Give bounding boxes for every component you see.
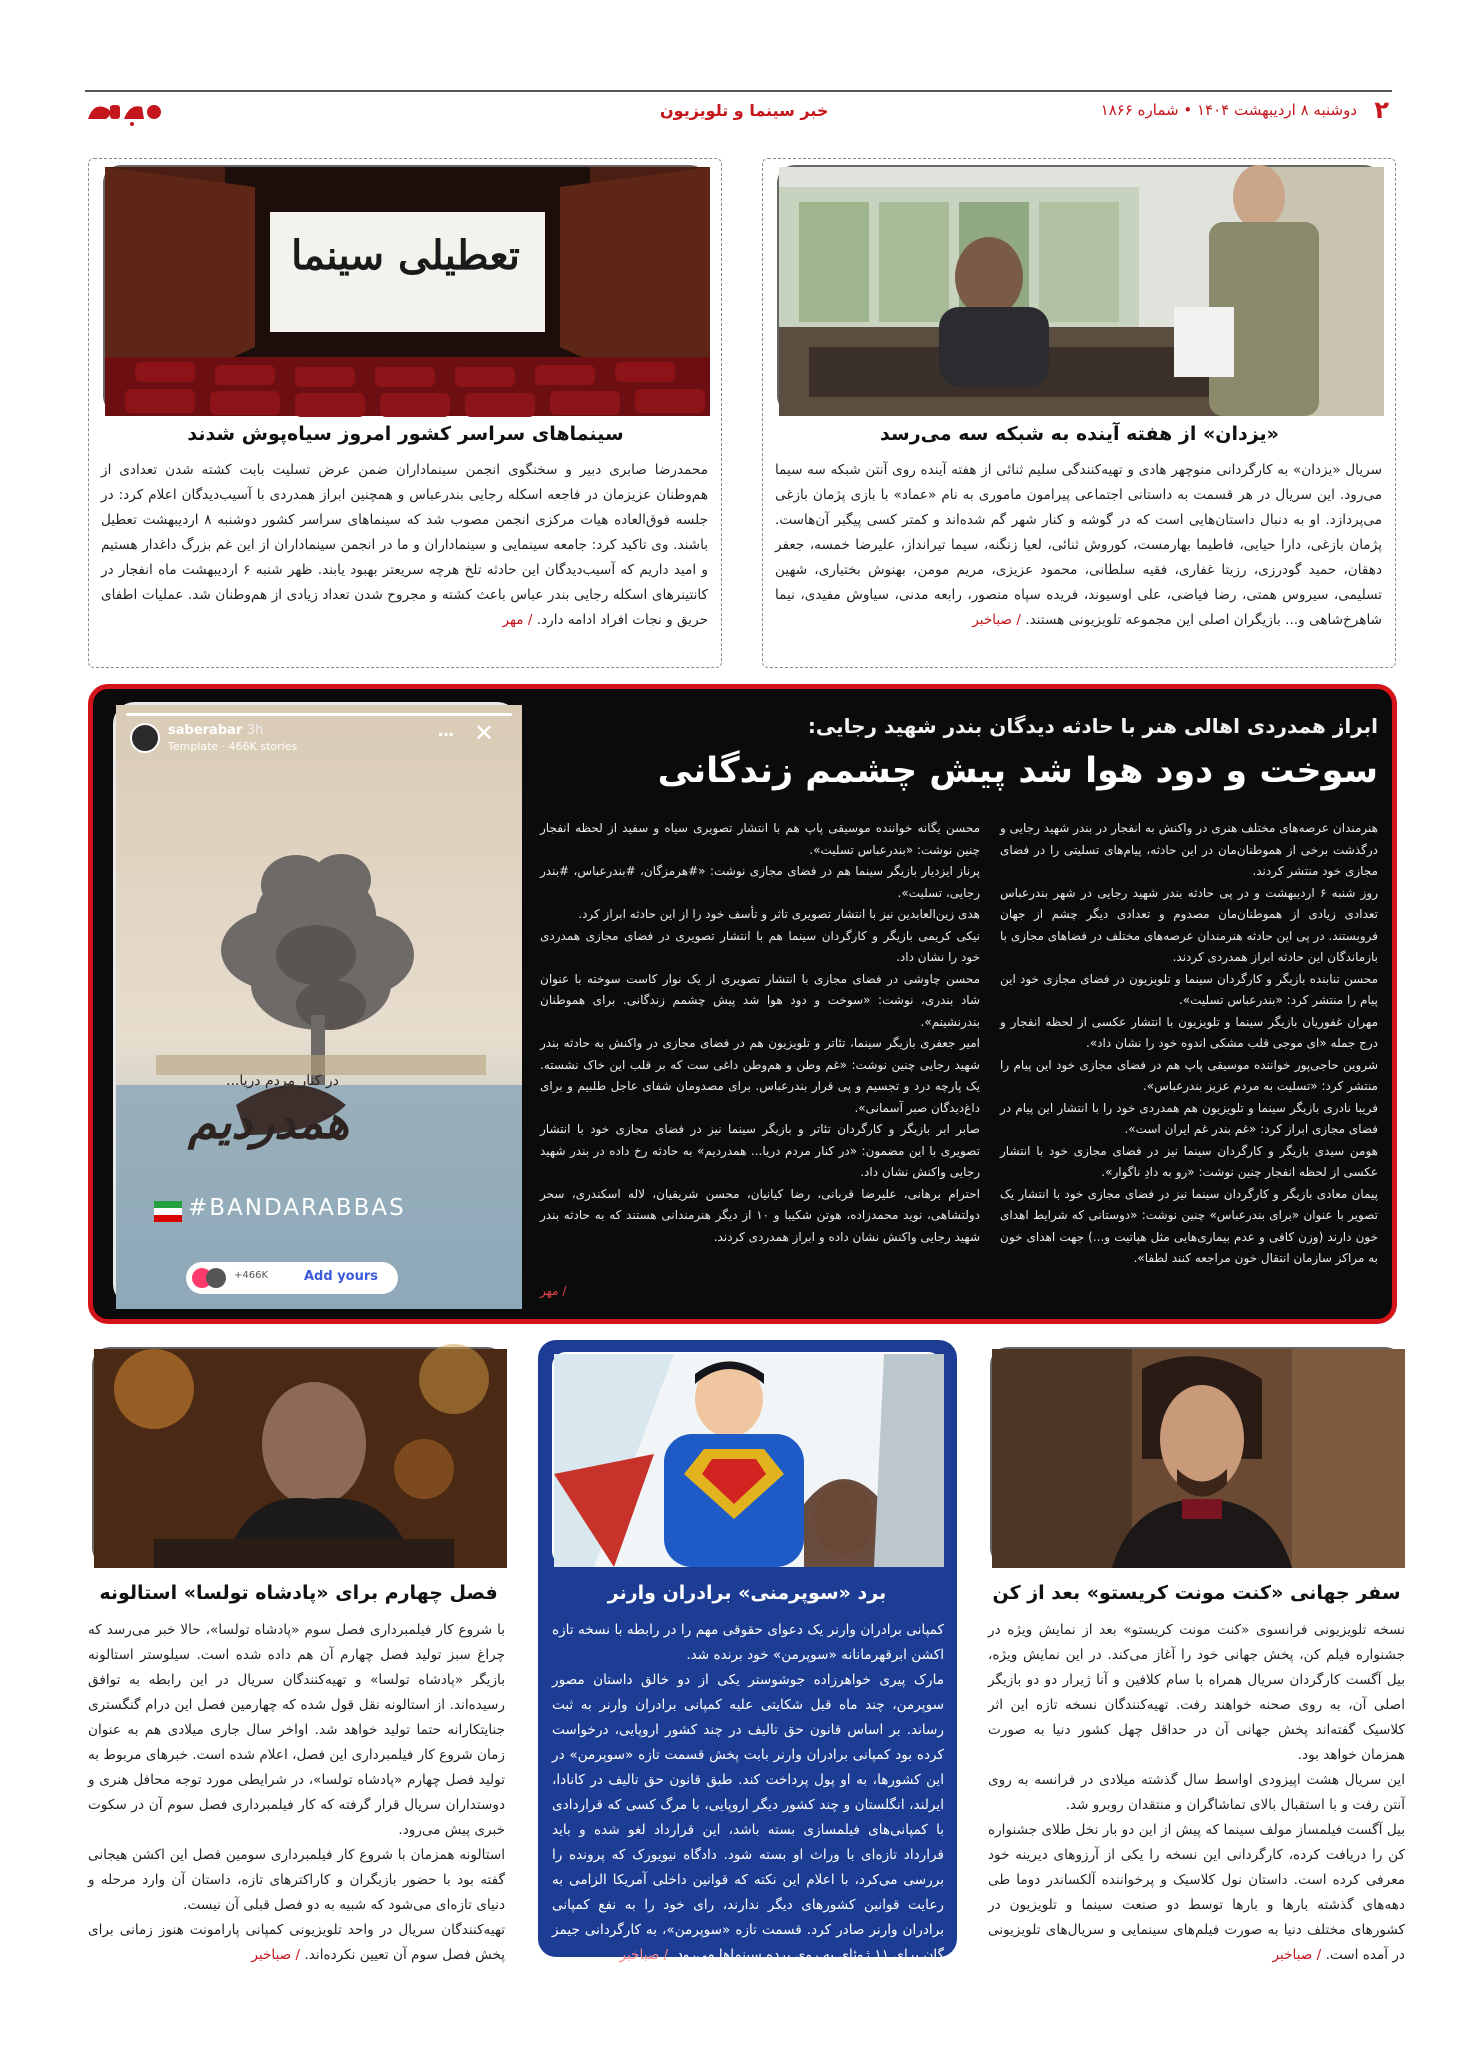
yazdan-photo bbox=[777, 165, 1382, 414]
story-hashtag: #BANDARABBAS bbox=[188, 1195, 406, 1221]
feature-column-left: محسن یگانه خواننده موسیقی پاپ هم با انتشار تصویری سیاه و سفید از لحظه انفجار چنین نوشت: «بندرعباس تسلیت». پرناز ایزدیار بازیگر سینما هم در فضای مجازی نوشت: «#هرمزگان، #بندرعباس، #بندر رجایی، تسلیت». هدی زین‌العابدین نیز با انتشار تصویری تاثر و تأسف خود را از این حادثه ابراز کرد. نیکی کریمی بازیگر و کارگردان سینما هم با انتشار تصویری در فضای مجازی همدردی خود را نشان داد. محسن چاوشی در فضای مجازی با انتشار تصویری از یک نوار کاست سوخته با عنوان شاد بندری، نوشت: «سوخت و دود هوا شد پیش چشمم زندگانی. برای هموطنان بندرنشینم». امیر جعفری بازیگر سینما، تئاتر و تلویزیون هم در فضای مجازی در واکنش به حادثه بندر شهید رجایی چنین نوشت: «غم وطن و هم‌وطن داغی ست که بر قلب این خاک نشسته. یک پارچه درد و تجسیم و پی قرار بندرعباس. برای مصدومان شفای عاجل طلبیم و برای داغ‌دیدگان صبر آسمانی». صابر ابر بازیگر و کارگردان تئاتر و بازیگر سینما نیز در فضای مجازی خود با انتشار تصویری با این مضمون: «در کنار مردم دریا... همدردیم» به حادثه رخ داده در بندر شهید رجایی واکنش نشان داد. احترام برهانی، علیرضا قربانی، رضا کیانیان، محسن شریفیان، لاله اسکندری، سحر دولتشاهی، نوید محمدزاده، هوتن شکیبا و ۱۰ از دیگر هنرمندانی هستند که به حادثه بندر شهید رجایی واکنش نشان داده و ابراز همدردی کردند. bbox=[540, 821, 980, 1244]
more-options-icon[interactable]: ⋯ bbox=[438, 725, 454, 744]
montecristo-headline: سفر جهانی «کنت مونت کریستو» بعد از کن bbox=[992, 1582, 1401, 1604]
story-image-line2: همدردیم bbox=[188, 1095, 350, 1149]
avatar[interactable] bbox=[130, 723, 160, 753]
feature-headline: سوخت و دود هوا شد پیش چشمم زندگانی bbox=[657, 751, 1378, 791]
story-template[interactable]: Template · 466K stories bbox=[168, 740, 298, 753]
yazdan-body: سریال «یزدان» به کارگردانی منوچهر هادی و تهیه‌کنندگی سلیم ثنائی از هفته آینده روی آنتن شبکه سه سیما می‌رود. این سریال در هر قسمت به داستانی اجتماعی پیرامون ماموری به نام «عماد» با بازی پژمان بازغی می‌پردازد. او به دنبال داستان‌هایی است که در گوشه و کنار شهر گم شده‌اند و کمتر کسی پیگیر آن‌هاست. پژمان بازغی، دارا حیایی، فاطیما بهارمست، کوروش ثنائی، لعیا زنگنه، سیما تیرانداز، علیرضا خمسه، جعفر دهقان، حمید گودرزی، رزیتا غفاری، فقیه سلطانی، محمود عزیزی، مریم مومن، بهنوش بختیاری، شهین تسلیمی، سیروس همتی، رضا فیاضی، علی اوسیوند، فریده سپاه منصور، رابعه مدنی، سیاوش مفیدی، نیما شاهرخ‌شاهی و... بازیگران اصلی این مجموعه تلویزیونی هستند. / صباخبر bbox=[775, 462, 1382, 628]
superman-body: کمپانی برادران وارنر یک دعوای حقوقی مهم را در رابطه با نسخه تازه اکشن ابرقهرمانانه «سوپرمن» خود برنده شد. مارک پیری خواهرزاده جوشوستر یکی از دو خالق داستان مصور سوپرمن، چند ماه قبل شکایتی علیه کمپانی برادران وارنر به ثبت رساند. بر اساس قانون حق تالیف در چند کشور اروپایی، درخواست کرده بود کمپانی برادران وارنر بابت پخش قسمت تازه «سوپرمن» در این کشورها، به او پول پرداخت کند. طبق قانون حق تالیف در کانادا، ایرلند، انگلستان و چند کشور دیگر اروپایی، با مرگ کسی که قراردادی با کمپانی‌های فیلمسازی بسته باشد، این قرارداد لغو شده و باید قرارداد تازه‌ای با وراث او بسته شود. دادگاه نیویورک که پرونده را بررسی می‌کرد، با اعلام این نکته که قوانین داخلی آمریکا الزامی به رعایت قوانین کشورهای دیگر ندارند، رای خود را به نفع کمپانی برادران وارنر صادر کرد. قسمت تازه «سوپرمن»، به کارگردانی جیمز گان برای ۱۱ ژوئای به روی پرده سینماها می‌رود. / صباخبر bbox=[552, 1622, 944, 1963]
cinema-headline: سینماهای سراسر کشور امروز سیاه‌پوش شدند bbox=[187, 423, 624, 445]
feature-source: / مهر bbox=[540, 1284, 567, 1298]
feature-column-right: هنرمندان عرصه‌های مختلف هنری در واکنش به انفجار در بندر شهید رجایی و درگذشت برخی از هموطنان‌مان در این حادثه، پیام‌های تسلیتی را در فضای مجازی خود منتشر کردند. روز شنبه ۶ اردیبهشت و در پی حادثه بندر شهید رجایی در شهر بندرعباس تعدادی زیادی از هموطنان‌مان مصدوم و تعدادی دیگر چشم از جهان فروبستند. در پی این حادثه هنرمندان عرصه‌های مختلف در فضاهای مجازی با بازماندگان این حادثه ابراز همدردی کردند. محسن تنابنده بازیگر و کارگردان سینما و تلویزیون در فضای مجازی خود این پیام را منتشر کرد: «بندرعباس تسلیت». مهران غفوریان بازیگر سینما و تلویزیون با انتشار عکسی از لحظه انفجار و درج جمله «ای موجی قلب مشکی اندوه خود را نشان داد». شروین حاجی‌پور خواننده موسیقی پاپ هم در فضای مجازی خود این پیام را منتشر کرد: «تسلیت به مردم عزیز بندرعباس». فریبا نادری بازیگر سینما و تلویزیون هم همدردی خود را با انتشار این پیام در فضای مجازی ابراز کرد: «غم بندر غم ایران است». هومن سیدی بازیگر و کارگردان سینما نیز در فضای مجازی خود با انتشار عکسی از لحظه انفجار چنین نوشت: «رو به دادِ ناگوار». پیمان معادی بازیگر و کارگردان سینما نیز در فضای مجازی خود با انتشار یک تصویر با عنوان «برای بندرعباس» چنین نوشت: «دوستانی که شرایط اهدای خون دارند (وزن کافی و عدم بیماری‌هایی مثل هپاتیت و...) جهت اهدای خون به مراکز سازمان انتقال خون مراجعه کنند لطفا». bbox=[1000, 821, 1379, 1265]
superman-photo bbox=[552, 1352, 942, 1565]
header-rule bbox=[85, 90, 1392, 92]
story-progress-bar bbox=[126, 713, 512, 716]
close-icon[interactable]: ✕ bbox=[474, 719, 495, 747]
cinema-body: محمدرضا صابری دبیر و سخنگوی انجمن سینماداران ضمن عرض تسلیت بابت کشته شدن تعدادی از هم‌وطنان عزیزمان در فاجعه اسکله رجایی بندرعباس و همچنین ابراز همدردی با آسیب‌دیدگان اعلام کرد: در جلسه فوق‌العاده هیات مرکزی انجمن مصوب شد که سینماهای سراسر کشور دوشنبه ۸ اردیبهشت تعطیل باشند. وی تاکید کرد: جامعه سینمایی و سینماداران و ما در انجمن سینماداران از این غم بزرگ داغدار هستیم و امید داریم که آسیب‌دیدگان این حادثه تلخ هرچه سریعتر بهبود یابند. ظهر شنبه ۶ اردیبهشت ماه انفجار در کانتینرهای اسکله رجایی بندر عباس باعث کشته و مجروح شدن تعداد زیادی از هم‌وطنان شد. عملیات اطفای حریق و نجات افراد ادامه دارد. / مهر bbox=[101, 462, 709, 628]
tulsa-photo bbox=[92, 1347, 505, 1566]
saba-logo bbox=[84, 97, 164, 127]
montecristo-body: نسخه تلویزیونی فرانسوی «کنت مونت کریستو» بعد از نمایش ویژه در جشنواره فیلم کن، پخش جهانی خود را آغاز می‌کند. در این نمایش ویژه، بیل آگست کارگردان سریال همراه با سام کلافین و آنا ژیرار دو دو بازیگر اصلی آن، به روی صحنه خواهند رفت. تهیه‌کنندگان نسخه تازه این اثر کلاسیک گفته‌اند پخش جهانی آن در حداقل چهل کشور دنیا به صورت همزمان خواهد بود. این سریال هشت اپیزودی اواسط سال گذشته میلادی در فرانسه به روی آنتن رفت و با استقبال بالای تماشاگران و منتقدان روبرو شد. بیل آگست فیلمساز مولف سینما که پیش از این دو بار نخل طلای جشنواره کن را دریافت کرده، کارگردانی این نسخه را یکی از آرزوهای دیرینه خود معرفی کرده است. داستان نول کلاسیک و پرخواننده آلکساندر دوما طی دهه‌های گذشته بارها و بارها توسط دو صنعت سینما و تلویزیون در کشورهای مختلف دنیا به صورت فیلم‌های سینمایی و سریال‌های تلویزیونی در آمده است. / صباخبر bbox=[988, 1622, 1405, 1963]
story-username[interactable]: saberabar 3h bbox=[168, 723, 264, 738]
cinema-screen-text: تعطیلی سینما bbox=[291, 232, 520, 279]
tulsa-body: با شروع کار فیلمبرداری فصل سوم «پادشاه تولسا»، حالا خبر می‌رسد که چراغ سبز تولید فصل چهارم آن هم داده شده است. سیلوستر استالونه بازیگر «پادشاه تولسا» و تهیه‌کنندگان سریال در این رابطه به توافق رسیده‌اند. از استالونه نقل قول شده که چهارمین فصل این درام گنگستری جنایتکارانه حتما تولید خواهد شد. اواخر سال جاری میلادی هم به عنوان زمان شروع کار فیلمبرداری این فصل، اعلام شده است. خبرهای مربوط به تولید فصل چهارم «پادشاه تولسا»، در شرایطی مورد توجه محافل هنری و دوستداران سریال قرار گرفته که کار فیلمبرداری فصل سوم آن در سکوت خبری پیش می‌رود. استالونه همزمان با شروع کار فیلمبرداری سومین فصل این اکشن هیجانی گفته بود با حضور بازیگران و کاراکترهای تازه، داستان آن وارد مرحله و دنیای تازه‌ای می‌شود که شبیه به دو فصل قبلی آن نیست. تهیه‌کنندگان سریال در واحد تلویزیونی کمپانی پارامونت هنوز زمانی برای پخش فصل سوم آن تعیین نکرده‌اند. / صباخبر bbox=[88, 1622, 505, 1963]
issue-date: دوشنبه ۸ اردیبهشت ۱۴۰۴ • شماره ۱۸۶۶ bbox=[1100, 101, 1357, 119]
add-yours-label[interactable]: Add yours bbox=[304, 1269, 379, 1284]
montecristo-photo bbox=[990, 1347, 1403, 1566]
add-yours-count: +466K bbox=[234, 1270, 269, 1281]
yazdan-headline: «یزدان» از هفته آینده به شبکه سه می‌رسد bbox=[880, 423, 1279, 445]
add-yours-sticker[interactable] bbox=[186, 1262, 398, 1294]
feature-kicker: ابراز همدردی اهالی هنر با حادثه دیدگان بندر شهید رجایی: bbox=[807, 714, 1378, 738]
story-image-line1: در کنار مردم دریا... bbox=[226, 1073, 339, 1089]
section-title: خبر سینما و تلویزیون bbox=[660, 101, 829, 120]
cinema-photo bbox=[103, 165, 708, 414]
superman-headline: برد «سوپرمنی» برادران وارنر bbox=[607, 1582, 887, 1604]
instagram-story bbox=[113, 702, 519, 1306]
page-number: ۲ bbox=[1374, 96, 1389, 124]
participant-avatar-icon bbox=[206, 1268, 226, 1288]
tulsa-headline: فصل چهارم برای «پادشاه تولسا» استالونه bbox=[99, 1582, 498, 1604]
